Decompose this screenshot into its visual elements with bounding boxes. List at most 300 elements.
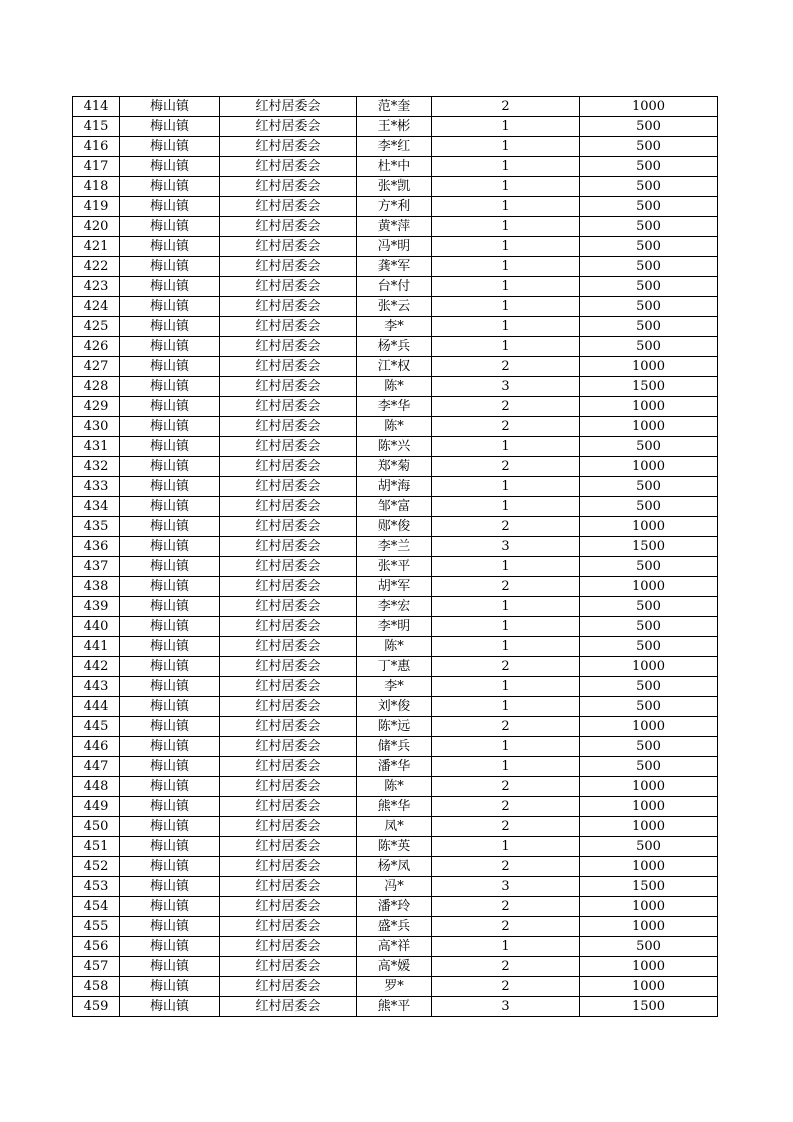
- town-cell: 梅山镇: [120, 97, 220, 117]
- table-row: [73, 137, 718, 157]
- row-number-cell: 454: [73, 897, 120, 917]
- table-row: [73, 857, 718, 877]
- town-cell: 梅山镇: [120, 517, 220, 537]
- amount-cell: 1000: [580, 797, 718, 817]
- amount-cell: 500: [580, 477, 718, 497]
- row-number-cell: 422: [73, 257, 120, 277]
- town-cell: 梅山镇: [120, 157, 220, 177]
- town-cell: 梅山镇: [120, 377, 220, 397]
- row-number-cell: 426: [73, 337, 120, 357]
- town-cell: 梅山镇: [120, 757, 220, 777]
- table-row: [73, 617, 718, 637]
- row-number-cell: 447: [73, 757, 120, 777]
- count-cell: 3: [432, 877, 580, 897]
- row-number-cell: 456: [73, 937, 120, 957]
- town-cell: 梅山镇: [120, 917, 220, 937]
- amount-cell: 500: [580, 617, 718, 637]
- count-cell: 1: [432, 937, 580, 957]
- committee-cell: 红村居委会: [220, 817, 357, 837]
- amount-cell: 500: [580, 677, 718, 697]
- amount-cell: 500: [580, 117, 718, 137]
- name-cell: 陈*: [357, 377, 432, 397]
- row-number-cell: 433: [73, 477, 120, 497]
- count-cell: 1: [432, 217, 580, 237]
- name-cell: 王*彬: [357, 117, 432, 137]
- count-cell: 2: [432, 357, 580, 377]
- table-row: [73, 637, 718, 657]
- committee-cell: 红村居委会: [220, 897, 357, 917]
- amount-cell: 500: [580, 337, 718, 357]
- town-cell: 梅山镇: [120, 417, 220, 437]
- committee-cell: 红村居委会: [220, 277, 357, 297]
- committee-cell: 红村居委会: [220, 537, 357, 557]
- committee-cell: 红村居委会: [220, 377, 357, 397]
- committee-cell: 红村居委会: [220, 757, 357, 777]
- town-cell: 梅山镇: [120, 797, 220, 817]
- amount-cell: 1500: [580, 377, 718, 397]
- name-cell: 郧*俊: [357, 517, 432, 537]
- table-row: [73, 977, 718, 997]
- table-row: [73, 217, 718, 237]
- committee-cell: 红村居委会: [220, 117, 357, 137]
- name-cell: 冯*明: [357, 237, 432, 257]
- name-cell: 陈*英: [357, 837, 432, 857]
- committee-cell: 红村居委会: [220, 317, 357, 337]
- committee-cell: 红村居委会: [220, 177, 357, 197]
- row-number-cell: 440: [73, 617, 120, 637]
- name-cell: 冯*: [357, 877, 432, 897]
- count-cell: 2: [432, 97, 580, 117]
- table-row: [73, 937, 718, 957]
- town-cell: 梅山镇: [120, 737, 220, 757]
- row-number-cell: 444: [73, 697, 120, 717]
- town-cell: 梅山镇: [120, 697, 220, 717]
- count-cell: 1: [432, 197, 580, 217]
- row-number-cell: 437: [73, 557, 120, 577]
- table-row: [73, 577, 718, 597]
- count-cell: 2: [432, 897, 580, 917]
- data-table: [72, 96, 718, 1017]
- table-row: [73, 197, 718, 217]
- name-cell: 黄*萍: [357, 217, 432, 237]
- count-cell: 2: [432, 977, 580, 997]
- row-number-cell: 436: [73, 537, 120, 557]
- amount-cell: 1000: [580, 977, 718, 997]
- name-cell: 刘*俊: [357, 697, 432, 717]
- table-row: [73, 877, 718, 897]
- town-cell: 梅山镇: [120, 357, 220, 377]
- count-cell: 2: [432, 797, 580, 817]
- town-cell: 梅山镇: [120, 297, 220, 317]
- name-cell: 杨*兵: [357, 337, 432, 357]
- town-cell: 梅山镇: [120, 977, 220, 997]
- count-cell: 1: [432, 737, 580, 757]
- name-cell: 陈*: [357, 637, 432, 657]
- town-cell: 梅山镇: [120, 457, 220, 477]
- committee-cell: 红村居委会: [220, 557, 357, 577]
- row-number-cell: 457: [73, 957, 120, 977]
- row-number-cell: 423: [73, 277, 120, 297]
- table-row: [73, 537, 718, 557]
- amount-cell: 500: [580, 757, 718, 777]
- row-number-cell: 442: [73, 657, 120, 677]
- row-number-cell: 430: [73, 417, 120, 437]
- row-number-cell: 458: [73, 977, 120, 997]
- count-cell: 1: [432, 317, 580, 337]
- name-cell: 熊*华: [357, 797, 432, 817]
- count-cell: 1: [432, 177, 580, 197]
- name-cell: 罗*: [357, 977, 432, 997]
- count-cell: 1: [432, 337, 580, 357]
- town-cell: 梅山镇: [120, 217, 220, 237]
- count-cell: 1: [432, 437, 580, 457]
- name-cell: 张*云: [357, 297, 432, 317]
- name-cell: 李*红: [357, 137, 432, 157]
- count-cell: 1: [432, 837, 580, 857]
- amount-cell: 1500: [580, 997, 718, 1017]
- count-cell: 1: [432, 237, 580, 257]
- name-cell: 胡*军: [357, 577, 432, 597]
- row-number-cell: 449: [73, 797, 120, 817]
- count-cell: 1: [432, 297, 580, 317]
- count-cell: 1: [432, 757, 580, 777]
- town-cell: 梅山镇: [120, 237, 220, 257]
- row-number-cell: 452: [73, 857, 120, 877]
- row-number-cell: 421: [73, 237, 120, 257]
- name-cell: 郑*菊: [357, 457, 432, 477]
- amount-cell: 500: [580, 697, 718, 717]
- town-cell: 梅山镇: [120, 277, 220, 297]
- town-cell: 梅山镇: [120, 997, 220, 1017]
- table-row: [73, 797, 718, 817]
- count-cell: 2: [432, 457, 580, 477]
- row-number-cell: 438: [73, 577, 120, 597]
- count-cell: 2: [432, 917, 580, 937]
- count-cell: 1: [432, 617, 580, 637]
- committee-cell: 红村居委会: [220, 577, 357, 597]
- name-cell: 张*凯: [357, 177, 432, 197]
- name-cell: 陈*兴: [357, 437, 432, 457]
- amount-cell: 500: [580, 597, 718, 617]
- table-row: [73, 517, 718, 537]
- committee-cell: 红村居委会: [220, 477, 357, 497]
- name-cell: 熊*平: [357, 997, 432, 1017]
- amount-cell: 1000: [580, 717, 718, 737]
- name-cell: 储*兵: [357, 737, 432, 757]
- count-cell: 2: [432, 717, 580, 737]
- name-cell: 高*媛: [357, 957, 432, 977]
- name-cell: 潘*华: [357, 757, 432, 777]
- committee-cell: 红村居委会: [220, 717, 357, 737]
- town-cell: 梅山镇: [120, 137, 220, 157]
- count-cell: 2: [432, 517, 580, 537]
- committee-cell: 红村居委会: [220, 237, 357, 257]
- row-number-cell: 417: [73, 157, 120, 177]
- count-cell: 2: [432, 577, 580, 597]
- town-cell: 梅山镇: [120, 477, 220, 497]
- committee-cell: 红村居委会: [220, 917, 357, 937]
- name-cell: 杨*凤: [357, 857, 432, 877]
- town-cell: 梅山镇: [120, 657, 220, 677]
- row-number-cell: 441: [73, 637, 120, 657]
- amount-cell: 500: [580, 197, 718, 217]
- row-number-cell: 459: [73, 997, 120, 1017]
- row-number-cell: 439: [73, 597, 120, 617]
- row-number-cell: 416: [73, 137, 120, 157]
- committee-cell: 红村居委会: [220, 877, 357, 897]
- name-cell: 陈*: [357, 417, 432, 437]
- amount-cell: 1000: [580, 897, 718, 917]
- amount-cell: 1000: [580, 97, 718, 117]
- amount-cell: 500: [580, 237, 718, 257]
- table-row: [73, 717, 718, 737]
- name-cell: 胡*海: [357, 477, 432, 497]
- committee-cell: 红村居委会: [220, 497, 357, 517]
- name-cell: 潘*玲: [357, 897, 432, 917]
- committee-cell: 红村居委会: [220, 397, 357, 417]
- row-number-cell: 435: [73, 517, 120, 537]
- amount-cell: 500: [580, 937, 718, 957]
- amount-cell: 500: [580, 277, 718, 297]
- town-cell: 梅山镇: [120, 717, 220, 737]
- count-cell: 2: [432, 657, 580, 677]
- row-number-cell: 425: [73, 317, 120, 337]
- name-cell: 李*: [357, 677, 432, 697]
- committee-cell: 红村居委会: [220, 197, 357, 217]
- table-row: [73, 917, 718, 937]
- row-number-cell: 428: [73, 377, 120, 397]
- town-cell: 梅山镇: [120, 937, 220, 957]
- table-row: [73, 297, 718, 317]
- table-row: [73, 997, 718, 1017]
- committee-cell: 红村居委会: [220, 437, 357, 457]
- row-number-cell: 431: [73, 437, 120, 457]
- count-cell: 1: [432, 557, 580, 577]
- town-cell: 梅山镇: [120, 257, 220, 277]
- table-row: [73, 337, 718, 357]
- table-row: [73, 477, 718, 497]
- committee-cell: 红村居委会: [220, 697, 357, 717]
- committee-cell: 红村居委会: [220, 657, 357, 677]
- row-number-cell: 418: [73, 177, 120, 197]
- town-cell: 梅山镇: [120, 597, 220, 617]
- row-number-cell: 419: [73, 197, 120, 217]
- amount-cell: 500: [580, 317, 718, 337]
- amount-cell: 500: [580, 837, 718, 857]
- table-row: [73, 317, 718, 337]
- amount-cell: 500: [580, 177, 718, 197]
- amount-cell: 1000: [580, 417, 718, 437]
- table-row: [73, 357, 718, 377]
- town-cell: 梅山镇: [120, 537, 220, 557]
- table-row: [73, 957, 718, 977]
- table-row: [73, 117, 718, 137]
- amount-cell: 1000: [580, 457, 718, 477]
- table-row: [73, 417, 718, 437]
- town-cell: 梅山镇: [120, 837, 220, 857]
- name-cell: 方*利: [357, 197, 432, 217]
- name-cell: 江*权: [357, 357, 432, 377]
- table-row: [73, 737, 718, 757]
- row-number-cell: 443: [73, 677, 120, 697]
- table-row: [73, 237, 718, 257]
- row-number-cell: 414: [73, 97, 120, 117]
- count-cell: 1: [432, 477, 580, 497]
- count-cell: 3: [432, 377, 580, 397]
- count-cell: 1: [432, 497, 580, 517]
- town-cell: 梅山镇: [120, 437, 220, 457]
- row-number-cell: 450: [73, 817, 120, 837]
- town-cell: 梅山镇: [120, 637, 220, 657]
- table-row: [73, 677, 718, 697]
- name-cell: 李*宏: [357, 597, 432, 617]
- town-cell: 梅山镇: [120, 177, 220, 197]
- name-cell: 高*祥: [357, 937, 432, 957]
- name-cell: 杜*中: [357, 157, 432, 177]
- amount-cell: 1000: [580, 817, 718, 837]
- row-number-cell: 448: [73, 777, 120, 797]
- row-number-cell: 453: [73, 877, 120, 897]
- town-cell: 梅山镇: [120, 677, 220, 697]
- amount-cell: 1500: [580, 877, 718, 897]
- amount-cell: 1500: [580, 537, 718, 557]
- name-cell: 盛*兵: [357, 917, 432, 937]
- count-cell: 3: [432, 537, 580, 557]
- count-cell: 2: [432, 777, 580, 797]
- table-row: [73, 397, 718, 417]
- count-cell: 1: [432, 257, 580, 277]
- committee-cell: 红村居委会: [220, 637, 357, 657]
- row-number-cell: 434: [73, 497, 120, 517]
- name-cell: 台*付: [357, 277, 432, 297]
- name-cell: 李*兰: [357, 537, 432, 557]
- committee-cell: 红村居委会: [220, 977, 357, 997]
- amount-cell: 1000: [580, 777, 718, 797]
- name-cell: 李*华: [357, 397, 432, 417]
- amount-cell: 500: [580, 637, 718, 657]
- amount-cell: 1000: [580, 397, 718, 417]
- table-body: [73, 97, 718, 1017]
- committee-cell: 红村居委会: [220, 937, 357, 957]
- table-row: [73, 177, 718, 197]
- amount-cell: 1000: [580, 657, 718, 677]
- town-cell: 梅山镇: [120, 557, 220, 577]
- amount-cell: 1000: [580, 957, 718, 977]
- table-row: [73, 257, 718, 277]
- committee-cell: 红村居委会: [220, 337, 357, 357]
- town-cell: 梅山镇: [120, 817, 220, 837]
- amount-cell: 500: [580, 497, 718, 517]
- committee-cell: 红村居委会: [220, 737, 357, 757]
- table-row: [73, 277, 718, 297]
- committee-cell: 红村居委会: [220, 297, 357, 317]
- row-number-cell: 420: [73, 217, 120, 237]
- count-cell: 1: [432, 697, 580, 717]
- row-number-cell: 427: [73, 357, 120, 377]
- amount-cell: 500: [580, 437, 718, 457]
- committee-cell: 红村居委会: [220, 997, 357, 1017]
- town-cell: 梅山镇: [120, 857, 220, 877]
- table-row: [73, 497, 718, 517]
- amount-cell: 500: [580, 297, 718, 317]
- town-cell: 梅山镇: [120, 777, 220, 797]
- count-cell: 2: [432, 397, 580, 417]
- name-cell: 李*明: [357, 617, 432, 637]
- row-number-cell: 432: [73, 457, 120, 477]
- row-number-cell: 415: [73, 117, 120, 137]
- name-cell: 范*奎: [357, 97, 432, 117]
- row-number-cell: 446: [73, 737, 120, 757]
- count-cell: 2: [432, 817, 580, 837]
- count-cell: 1: [432, 597, 580, 617]
- committee-cell: 红村居委会: [220, 137, 357, 157]
- count-cell: 1: [432, 137, 580, 157]
- amount-cell: 1000: [580, 357, 718, 377]
- count-cell: 2: [432, 857, 580, 877]
- row-number-cell: 424: [73, 297, 120, 317]
- amount-cell: 500: [580, 137, 718, 157]
- table-row: [73, 757, 718, 777]
- table-row: [73, 597, 718, 617]
- amount-cell: 500: [580, 217, 718, 237]
- town-cell: 梅山镇: [120, 397, 220, 417]
- amount-cell: 500: [580, 557, 718, 577]
- committee-cell: 红村居委会: [220, 677, 357, 697]
- amount-cell: 1000: [580, 917, 718, 937]
- name-cell: 张*平: [357, 557, 432, 577]
- name-cell: 凤*: [357, 817, 432, 837]
- town-cell: 梅山镇: [120, 337, 220, 357]
- table-row: [73, 157, 718, 177]
- table-row: [73, 97, 718, 117]
- count-cell: 1: [432, 157, 580, 177]
- count-cell: 2: [432, 417, 580, 437]
- committee-cell: 红村居委会: [220, 957, 357, 977]
- committee-cell: 红村居委会: [220, 257, 357, 277]
- name-cell: 陈*: [357, 777, 432, 797]
- town-cell: 梅山镇: [120, 957, 220, 977]
- table-row: [73, 437, 718, 457]
- committee-cell: 红村居委会: [220, 97, 357, 117]
- amount-cell: 1000: [580, 517, 718, 537]
- committee-cell: 红村居委会: [220, 857, 357, 877]
- town-cell: 梅山镇: [120, 897, 220, 917]
- row-number-cell: 455: [73, 917, 120, 937]
- town-cell: 梅山镇: [120, 577, 220, 597]
- table-row: [73, 377, 718, 397]
- town-cell: 梅山镇: [120, 617, 220, 637]
- row-number-cell: 445: [73, 717, 120, 737]
- table-row: [73, 897, 718, 917]
- town-cell: 梅山镇: [120, 317, 220, 337]
- town-cell: 梅山镇: [120, 197, 220, 217]
- committee-cell: 红村居委会: [220, 517, 357, 537]
- town-cell: 梅山镇: [120, 497, 220, 517]
- count-cell: 1: [432, 117, 580, 137]
- count-cell: 1: [432, 637, 580, 657]
- town-cell: 梅山镇: [120, 117, 220, 137]
- amount-cell: 1000: [580, 577, 718, 597]
- name-cell: 陈*远: [357, 717, 432, 737]
- table-row: [73, 697, 718, 717]
- table-row: [73, 837, 718, 857]
- row-number-cell: 451: [73, 837, 120, 857]
- committee-cell: 红村居委会: [220, 837, 357, 857]
- table-row: [73, 817, 718, 837]
- name-cell: 龚*军: [357, 257, 432, 277]
- amount-cell: 500: [580, 737, 718, 757]
- table-row: [73, 457, 718, 477]
